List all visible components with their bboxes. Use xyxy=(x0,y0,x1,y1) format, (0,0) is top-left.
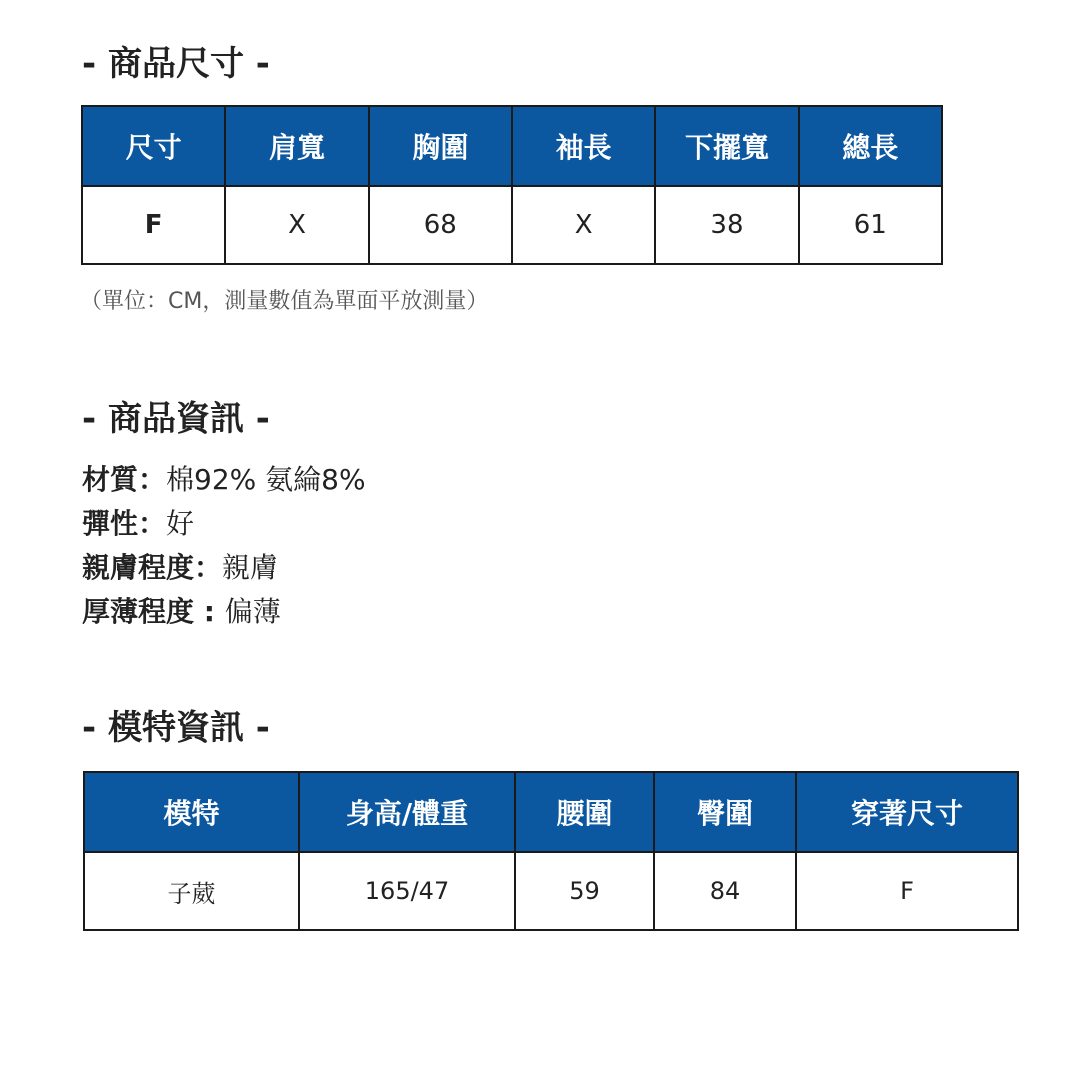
info-elasticity-key: 彈性： xyxy=(82,507,167,540)
table-row xyxy=(82,186,942,264)
model-header-worn-size: 穿著尺寸 xyxy=(796,772,1018,852)
info-elasticity-value: 好 xyxy=(166,507,195,540)
size-cell-hem: 38 xyxy=(655,186,798,264)
info-skin-feel-value: 親膚 xyxy=(222,551,279,584)
info-skin-feel-key: 親膚程度： xyxy=(82,551,223,584)
model-header-waist: 腰圍 xyxy=(515,772,654,852)
info-thickness-key: 厚薄程度 : xyxy=(82,595,225,628)
info-material-key: 材質： xyxy=(82,463,167,496)
product-info-list xyxy=(82,458,366,634)
size-cell-length: 61 xyxy=(799,186,942,264)
info-elasticity xyxy=(82,502,366,546)
size-header-length: 總長 xyxy=(799,106,942,186)
size-cell-shoulder: X xyxy=(225,186,368,264)
info-thickness-value: 偏薄 xyxy=(224,595,281,628)
model-section-title: - 模特資訊 - xyxy=(82,708,270,748)
model-cell-worn-size: F xyxy=(796,852,1018,930)
model-cell-height-weight: 165/47 xyxy=(299,852,515,930)
info-skin-feel xyxy=(82,546,366,590)
info-material xyxy=(82,458,366,502)
size-cell-size: F xyxy=(82,186,225,264)
size-section-title: - 商品尺寸 - xyxy=(82,44,270,84)
model-table xyxy=(83,771,1019,931)
size-header-shoulder: 肩寬 xyxy=(225,106,368,186)
product-section-title: - 商品資訊 - xyxy=(82,399,270,439)
model-header-model: 模特 xyxy=(84,772,299,852)
model-header-height-weight: 身高/體重 xyxy=(299,772,515,852)
model-cell-name: 子葳 xyxy=(84,852,299,930)
size-cell-sleeve: X xyxy=(512,186,655,264)
model-header-hip: 臀圍 xyxy=(654,772,796,852)
size-header-chest: 胸圍 xyxy=(369,106,512,186)
size-cell-chest: 68 xyxy=(369,186,512,264)
info-material-value: 棉92% 氨綸8% xyxy=(166,463,366,496)
size-header-sleeve: 袖長 xyxy=(512,106,655,186)
table-row xyxy=(84,852,1018,930)
model-cell-hip: 84 xyxy=(654,852,796,930)
size-header-hem: 下擺寬 xyxy=(655,106,798,186)
unit-note: （單位：CM，測量數值為單面平放測量） xyxy=(80,289,489,314)
info-thickness xyxy=(82,590,366,634)
size-table-header-row xyxy=(82,106,942,186)
model-table-header-row xyxy=(84,772,1018,852)
size-header-size: 尺寸 xyxy=(82,106,225,186)
model-cell-waist: 59 xyxy=(515,852,654,930)
size-table xyxy=(81,105,943,265)
